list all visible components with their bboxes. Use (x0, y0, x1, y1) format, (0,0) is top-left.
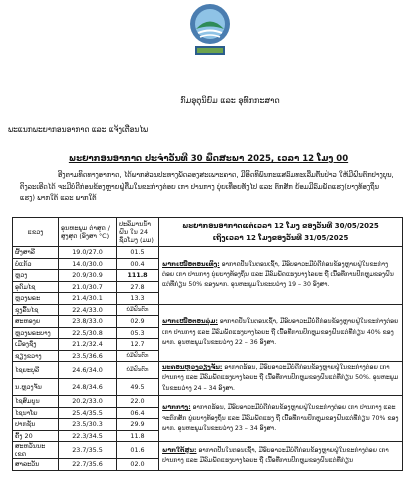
province-cell: ຊຸງລື້ນໄຊ (13, 304, 59, 316)
region-label: ພາກເໜືອຕອນລຸ່ມ: (162, 318, 218, 326)
region-label: ນະຄອນຫຼວງວຽງຈັນ: (162, 364, 223, 371)
rainfall-cell: 22.0 (117, 396, 159, 408)
province-cell: ໄຊຍະບຸລີ (13, 362, 59, 379)
province-cell: ຄົ້ງ 20 (13, 430, 59, 442)
header-rainfall: ປະລິມານນ້ຳຝົນ ໃນ 24 ຊົ່ວໂມງ (ມມ) (117, 218, 159, 247)
forecast-table (12, 217, 403, 471)
temperature-cell: 21.4/30.1 (59, 293, 117, 305)
table-row (13, 362, 403, 379)
province-cell: ນ.ຫຼວງຈັນ (13, 379, 59, 396)
regional-forecast (159, 362, 403, 396)
region-forecast-text: ອາກາດປັ່ນໃນຕອນເຊົ້າ, ມີອົບອາວະມີບໍ່ດີກ່ອນຂ້ອງຫຼາຍຝູ່ໃນຂະກ່າງຕ່ອຍ ເກາ ປານກາງ ແລະ ມີລົມພັດແຮງບາງໄລຍະ ຖື ເນື້ອທີ່ການປົກຫຼຸມຂອງຝົນແຕ່ທີ່ກ່ຽນ 40% ຂອງພາກ. ອຸນຫະພູມໃນຂະບວ່າງ 22 – 36 ອົງສາ. (162, 318, 399, 346)
province-cell: ຫຼວງພຣະ (13, 293, 59, 305)
temperature-cell: 25.4/35.5 (59, 407, 117, 419)
rainfall-cell: 29.9 (117, 419, 159, 431)
logo-emblem-icon (185, 2, 235, 58)
region-forecast-text: ອາກາດປັ່ນໃນຕອນເຊົ້າ, ມີອົບອາວະມີບໍ່ດີກ່ອນຂ້ອງຫຼາຍຝູ່ໃນຂະກ່າງຕ່ອຍ ເກາ ປານກາງ ແລະ ມີລົມພັດແຮງບາງໄລຍະ ຖື ເນື້ອທີ່ການປົກຫຼຸມຂອງຝົນແຕ່ທີ່ກ່ຽນ (162, 446, 389, 464)
temperature-cell: 23.8/33.0 (59, 316, 117, 328)
province-cell: ຊຽງຂວາງ (13, 350, 59, 362)
rainfall-cell: ບໍ່ມີຝົນຕົກ (117, 362, 159, 379)
rainfall-cell: 00.4 (117, 258, 159, 270)
rainfall-cell: 11.8 (117, 430, 159, 442)
temperature-cell: 20.2/33.0 (59, 396, 117, 408)
department-logo (185, 2, 235, 58)
province-cell: ສະຫວັນນະເຂດ (13, 442, 59, 459)
report-title: ພະຍາກອນອາກາດ ປະຈໍາວັນທີ 30 ພຶດສະພາ 2025, ເວລາ 12 ໂມງ 00 (68, 154, 349, 164)
province-cell: ສະຫອງຍ (13, 316, 59, 328)
table-row (13, 396, 403, 408)
province-cell: ປາກຊັນ (13, 419, 59, 431)
region-forecast-text: ອາກາດປັ່ນໃນຕອນເຊົ້າ, ມີອົບອາວະມີບໍ່ດີກ່ອນຂ້ອງຫຼາຍຝູ່ໃນຂະກ່າງຕ່ອຍ ເກາ ປານກາງ ບຸ່ຍບາງທ້ອງຖິ່ນ ແລະ ມີລົມພັດແຮງບາງໄລຍະ ຖື ເນື້ອທີ່ການປົກຫຼຸມຂອງຝົນແຕ່ທີ່ກ່ຽນ 50% ຂອງພາກ. ອຸນຫະພູມໃນຂະບວ່າງ 19 – 30 ອົງສາ. (162, 260, 394, 289)
forecast-summary: ອີງຕາມທິດທາງອາກາດ, ໄດ້ພາກສ່ວນປະທາງພັດລອງສະເພາະຄາດ, ມີອິດທິພົນກະແສລົມທະເລີ່ມຕົ້ນປ່າວ ໃຫ້ມີຝົນຕົກປາງບຸນ, ຕິງລະເອີດໄດ້ ຈະມີບໍ່ດີກ່ອນຂ້ອງຫຼາຍຝູ່ຕື່ມໃນຂະກ່າງຕ່ອຍ ເກາ ປານກາງ ບຸ່ຍເທືອຍທັງໄປ ແລະ ຕົກສັກ ຍ້ອມມີລົມພັດແຮງ(ບາງທ້ອງຖິ່ນ ແຮງ) ພາກໃຕ້ ແລະ ພາກໃຕ້ (20, 171, 394, 203)
table-header-row (13, 218, 403, 247)
temperature-cell: 22.7/35.6 (59, 459, 117, 471)
rainfall-cell: 49.5 (117, 379, 159, 396)
table-row (13, 304, 403, 316)
region-label: ພາກເໜືອຕອນເທິງ: (162, 260, 220, 268)
regional-forecast (159, 304, 403, 362)
province-cell: ເມືອງຊົ່ງ (13, 339, 59, 351)
forecast-period-line-2: ເຖິງເວລາ 12 ໂມງຂອງວັນທີ 31/05/2025 (212, 234, 349, 242)
temperature-cell: 21.0/30.7 (59, 281, 117, 293)
temperature-cell: 22.4/33.0 (59, 304, 117, 316)
rainfall-cell: 01.5 (117, 247, 159, 259)
rainfall-cell: 06.4 (117, 407, 159, 419)
rainfall-cell: 02.0 (117, 459, 159, 471)
rainfall-cell: 13.3 (117, 293, 159, 305)
province-cell: ໄຊສົມບູນ (13, 396, 59, 408)
forecast-period-line-1: ພະຍາກອນອາກາດແຕ່ເວລາ 12 ໂມງ ຂອງວັນທີ 30/05/2025 (182, 222, 379, 230)
forecast-period-heading (159, 218, 403, 247)
header-temperature: ອຸນຫະພູມ ຕ່າສຸດ / ສູງສຸດ (ອົງສາ °C) (59, 218, 117, 247)
region-label: ພາກໃຕ້ສູນ: (162, 446, 197, 454)
table-row (13, 442, 403, 459)
header-province: ແຂວງ (13, 218, 59, 247)
regional-forecast (159, 442, 403, 471)
province-cell: ສາລະວັນ (13, 459, 59, 471)
temperature-cell: 22.5/30.8 (59, 327, 117, 339)
region-label: ພາກກາງ: (162, 404, 191, 412)
province-cell: ອຸດົມໄຊ (13, 281, 59, 293)
rainfall-cell: 12.7 (117, 339, 159, 351)
rainfall-cell: 05.3 (117, 327, 159, 339)
temperature-cell: 24.6/34.0 (59, 362, 117, 379)
temperature-cell: 20.9/30.9 (59, 270, 117, 282)
temperature-cell: 22.3/34.5 (59, 430, 117, 442)
regional-forecast (159, 247, 403, 305)
province-cell: ໄຊນາໂຍ (13, 407, 59, 419)
region-forecast-text: ອາກາດຮ້ອນ, ມີອົບອາວະມີບໍ່ດີກ່ອນຂ້ອງຫຼາຍຝູ່ໃນຂະກ່າງຕ່ອຍ ເກາ ປານກາງ ແລະ ຈະຕົກສັກ ບູ່ຍບາງທ້ອງຖິ່ນ ແລະ ມີລົມພັດແຮງ ຖື ເນື້ອທີ່ການປົກຫຼຸມຂອງຝົນແຕ່ທີ່ກ່ຽນ 70% ຂອງພາກ. ອຸນຫະພູມໃນຂະບວ່າງ 23 – 34 ອົງສາ. (162, 404, 399, 432)
rainfall-cell: ບໍ່ມີຝົນຕົກ (117, 350, 159, 362)
province-cell: ຫຼວງ (13, 270, 59, 282)
temperature-cell: 23.7/35.5 (59, 442, 117, 459)
organization-name: ກົມອຸຕຸນິຍົມ ແລະ ອຸທົກກະສາດ (180, 96, 280, 105)
temperature-cell: 19.0/27.0 (59, 247, 117, 259)
rainfall-cell: 01.6 (117, 442, 159, 459)
temperature-cell: 23.5/36.6 (59, 350, 117, 362)
region-forecast-text: ອາກາດຮ້ອນ, ມີອົບອາວະມີບໍ່ດີກ່ອນຂ້ອງຫຼາຍຝູ່ໃນຂະກ່າງຕ່ອຍ ເກາ ປານກາງ ແລະ ມີລົມພັດແຮງບາງໄລຍະ ຖື ເນື້ອທີ່ການປົກຫຼຸມຂອງຝົນແຕ່ທີ່ກ່ຽນ 50%. ອຸນຫະພູມໃນຂະບວ່າງ 24 – 34 ອົງສາ. (162, 364, 399, 392)
province-cell: ຜົ້ງສາລີ (13, 247, 59, 259)
table-row (13, 247, 403, 259)
province-cell: ຫຼວງພຣະບາງ (13, 327, 59, 339)
temperature-cell: 14.0/30.0 (59, 258, 117, 270)
rainfall-cell: 27.8 (117, 281, 159, 293)
regional-forecast (159, 396, 403, 442)
temperature-cell: 21.2/32.4 (59, 339, 117, 351)
rainfall-cell: 111.8 (117, 270, 159, 282)
department-name: ພະແນກພະຍາກອນອາກາດ ແລະ ແຈ້ງເຕືອນໄພ (8, 125, 149, 134)
temperature-cell: 23.5/30.3 (59, 419, 117, 431)
rainfall-cell: 02.9 (117, 316, 159, 328)
province-cell: ບໍ່ແກ້ວ (13, 258, 59, 270)
rainfall-cell: ບໍ່ມີຝົນຕົກ (117, 304, 159, 316)
temperature-cell: 24.8/34.6 (59, 379, 117, 396)
